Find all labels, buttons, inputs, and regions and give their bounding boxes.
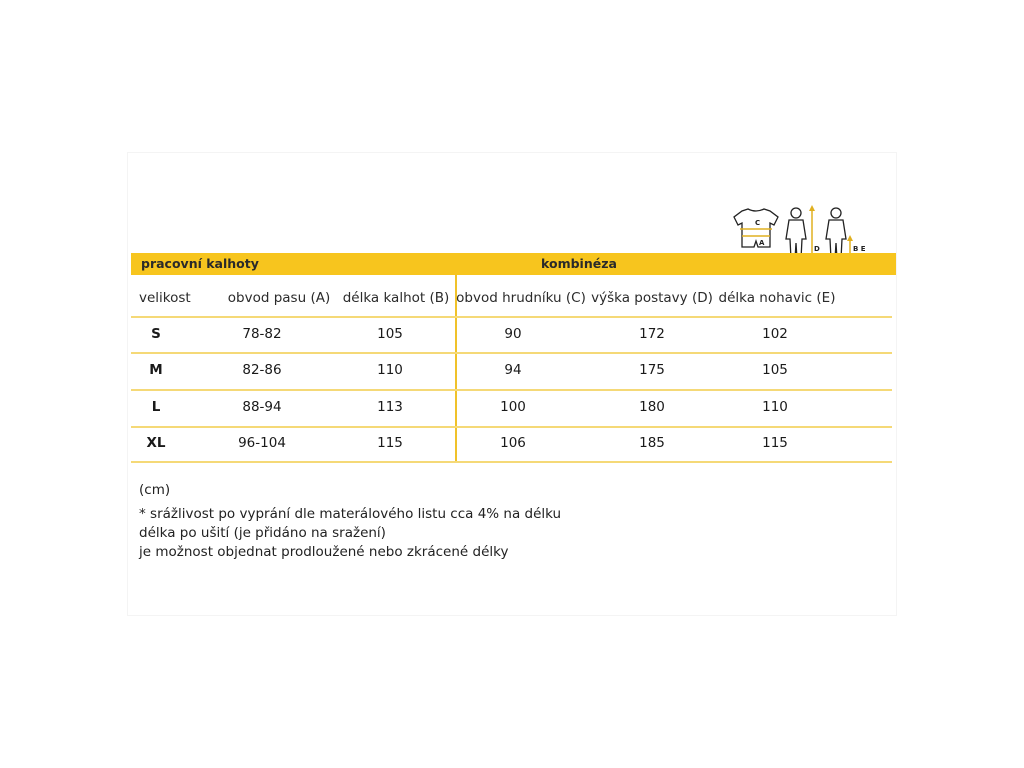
row-divider bbox=[131, 461, 892, 463]
leg-length-cell: 115 bbox=[762, 435, 788, 451]
trouser-length-cell: 105 bbox=[377, 326, 403, 342]
height-cell: 172 bbox=[639, 326, 665, 342]
row-divider bbox=[131, 426, 892, 428]
section-title-overall: kombinéza bbox=[541, 256, 617, 271]
waist-cell: 88-94 bbox=[242, 399, 282, 415]
unit-label: (cm) bbox=[139, 482, 171, 498]
header-height: výška postavy (D) bbox=[591, 290, 713, 306]
label-a: A bbox=[759, 239, 765, 247]
header-chest: obvod hrudníku (C) bbox=[456, 290, 586, 306]
size-cell: L bbox=[151, 399, 161, 415]
label-be: B E bbox=[853, 245, 866, 253]
note-line: je možnost objednat prodloužené nebo zkrácené délky bbox=[139, 544, 509, 560]
torso-figure-icon bbox=[734, 209, 778, 247]
trouser-length-cell: 115 bbox=[377, 435, 403, 451]
row-divider bbox=[131, 316, 892, 318]
header-waist: obvod pasu (A) bbox=[227, 290, 331, 306]
waist-cell: 78-82 bbox=[242, 326, 282, 342]
trouser-length-cell: 113 bbox=[377, 399, 403, 415]
chest-cell: 100 bbox=[500, 399, 526, 415]
height-cell: 185 bbox=[639, 435, 665, 451]
height-cell: 180 bbox=[639, 399, 665, 415]
size-cell: S bbox=[151, 326, 161, 342]
size-cell: M bbox=[149, 362, 163, 378]
note-line: * srážlivost po vyprání dle materálového listu cca 4% na délku bbox=[139, 506, 562, 522]
note-line: délka po ušití (je přidáno na sražení) bbox=[139, 525, 386, 541]
chest-cell: 106 bbox=[500, 435, 526, 451]
leg-arrowhead bbox=[847, 235, 853, 241]
label-c: C bbox=[755, 219, 761, 227]
size-cell: XL bbox=[146, 435, 166, 451]
body-figure-back-icon bbox=[826, 208, 846, 259]
header-leg-length: délka nohavic (E) bbox=[718, 290, 836, 306]
chest-cell: 90 bbox=[504, 326, 522, 342]
row-divider bbox=[131, 389, 892, 391]
label-d: D bbox=[814, 245, 820, 253]
section-title-trousers: pracovní kalhoty bbox=[141, 256, 259, 271]
waist-cell: 96-104 bbox=[238, 435, 286, 451]
header-trouser-length: délka kalhot (B) bbox=[342, 290, 450, 306]
trouser-length-cell: 110 bbox=[377, 362, 403, 378]
body-figure-front-icon bbox=[786, 208, 806, 259]
row-divider bbox=[131, 352, 892, 354]
header-size: velikost bbox=[139, 290, 191, 306]
height-cell: 175 bbox=[639, 362, 665, 378]
section-header-band bbox=[131, 253, 896, 275]
height-arrowhead bbox=[809, 205, 815, 211]
waist-cell: 82-86 bbox=[242, 362, 282, 378]
leg-length-cell: 105 bbox=[762, 362, 788, 378]
leg-length-cell: 102 bbox=[762, 326, 788, 342]
chest-cell: 94 bbox=[504, 362, 522, 378]
leg-length-cell: 110 bbox=[762, 399, 788, 415]
